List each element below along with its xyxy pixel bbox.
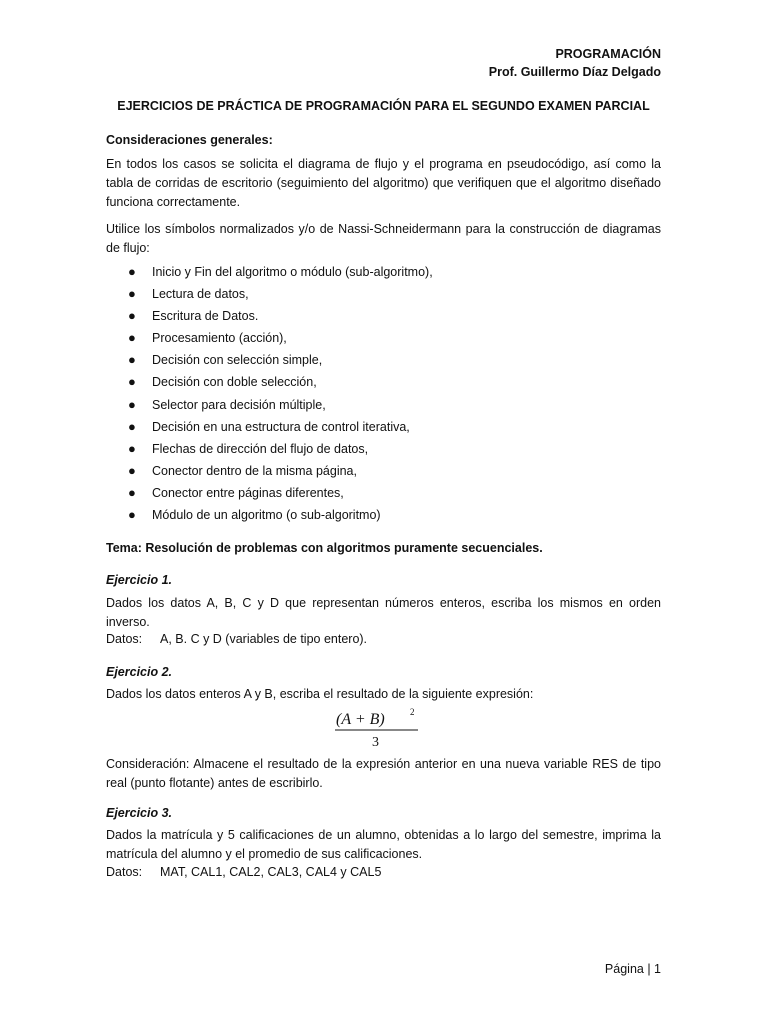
considerations-paragraph-1: En todos los casos se solicita el diagrama de flujo y el programa en pseudocódigo, así como la tabla de corridas de escritorio (seguimiento del algoritmo) que verifiquen que el algoritmo diseñado funciona correctamente.	[106, 157, 661, 209]
bullet-icon: ●	[128, 286, 136, 301]
formula-exponent: 2	[410, 707, 415, 717]
bullet-icon: ●	[128, 507, 136, 522]
topic-heading: Tema: Resolución de problemas con algoritmos puramente secuenciales.	[106, 541, 543, 555]
exercise-1-heading: Ejercicio 1.	[106, 573, 173, 587]
document-title: EJERCICIOS DE PRÁCTICA DE PROGRAMACIÓN PARA EL SEGUNDO EXAMEN PARCIAL	[117, 99, 650, 113]
exercise-3-text: Dados la matrícula y 5 calificaciones de un alumno, obtenidas a lo largo del semestre, imprima la matrícula del alumno y el promedio de sus calificaciones.	[106, 828, 661, 861]
data-label: Datos:	[106, 632, 143, 646]
bullet-icon: ●	[128, 352, 136, 367]
exercise-1-text: Dados los datos A, B, C y D que representan números enteros, escriba los mismos en orden inverso.	[106, 596, 661, 629]
data-label: Datos:	[106, 865, 143, 879]
considerations-heading: Consideraciones generales:	[106, 133, 273, 147]
bullet-icon: ●	[128, 485, 136, 500]
data-value: A, B. C y D (variables de tipo entero).	[160, 632, 368, 646]
formula	[330, 704, 440, 754]
page-number: Página | 1	[604, 962, 661, 976]
bullet-icon: ●	[128, 330, 136, 345]
formula-numerator: (A + B)	[336, 711, 385, 728]
formula-denominator: 3	[372, 735, 379, 750]
bullet-icon: ●	[128, 397, 136, 412]
header-professor: Prof. Guillermo Díaz Delgado	[488, 65, 661, 79]
header-course: PROGRAMACIÓN	[555, 47, 661, 61]
document-page: PROGRAMACIÓN Prof. Guillermo Díaz Delgado EJERCICIOS DE PRÁCTICA DE PROGRAMACIÓN PARA EL SEGUNDO EXAMEN PARCIAL Consideraciones generales: En todos los casos se solicita el diagrama de flujo y el programa en pseudocódigo, así como la tabla de corridas de escritorio (seguimiento del algoritmo) que verifiquen que el algoritmo diseñado funciona correctamente. Utilice los símbolos normalizados y/o de Nassi-Schneidermann para la construcción de diagramas de flujo: ● Inicio y Fin del algoritmo o módulo (sub-algoritmo), ● Lectura de datos, ● Escritura de Datos. ● Procesamiento (acción), ● Decisión con selección simple, ● Decisión con doble selección, ● Selector para decisión múltiple, ● Decisión en una estructura de control iterativa, ● Flechas de dirección del flujo de datos, ● Conector dentro de la misma página, ● Conector entre páginas diferentes, ● Módulo de un algoritmo (o sub-algoritmo) Tema: Resolución de problemas con algoritmos puramente secuenciales. Ejercicio 1. Dados los datos A, B, C y D que representan números enteros, escriba los mismos en orden inverso. Datos: A, B. C y D (variables de tipo entero). Ejercicio 2. Dados los datos enteros A y B, escriba el resultado de la siguiente expresión: (A + B) 2 3 Consideración: Almacene el resultado de la expresión anterior en una nueva variable RES de tipo real (punto flotante) antes de escribirlo. Ejercicio 3. Dados la matrícula y 5 calificaciones de un alumno, obtenidas a lo largo del semestre, imprima la matrícula del alumno y el promedio de sus calificaciones. Datos: MAT, CAL1, CAL2, CAL3, CAL4 y CAL5 Página | 1	[106, 47, 661, 976]
exercise-2-heading: Ejercicio 2.	[106, 665, 173, 679]
bullet-icon: ●	[128, 463, 136, 478]
considerations-paragraph-2: Utilice los símbolos normalizados y/o de Nassi-Schneidermann para la construcción de diagramas de flujo:	[106, 222, 661, 255]
exercise-3-heading: Ejercicio 3.	[106, 806, 173, 820]
bullet-icon: ●	[128, 419, 136, 434]
bullet-icon: ●	[128, 374, 136, 389]
bullet-icon: ●	[128, 308, 136, 323]
bullet-icon: ●	[128, 441, 136, 456]
bullet-icon: ●	[128, 264, 136, 279]
exercise-2-text: Dados los datos enteros A y B, escriba el resultado de la siguiente expresión:	[106, 687, 534, 701]
data-value: MAT, CAL1, CAL2, CAL3, CAL4 y CAL5	[160, 865, 382, 879]
exercise-2-consideration: Consideración: Almacene el resultado de la expresión anterior en una nueva variable RES de tipo real (punto flotante) antes de escribirlo.	[106, 757, 661, 790]
page-header	[489, 45, 661, 81]
